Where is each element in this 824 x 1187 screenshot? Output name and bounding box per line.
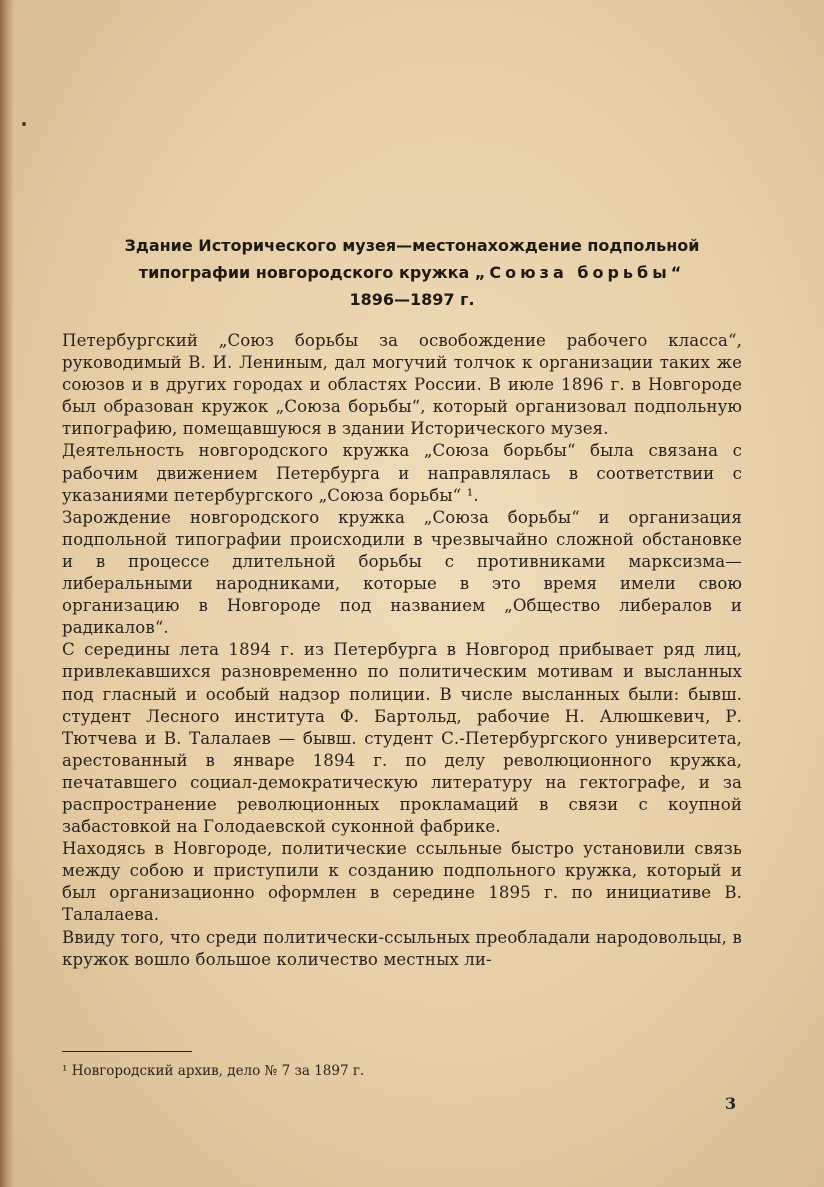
heading-line-2-text: типографии новгородского кружка: [138, 263, 475, 282]
page-left-edge: [0, 0, 14, 1187]
page-number: 3: [725, 1094, 737, 1113]
heading-line-1: Здание Исторического музея—местонахождение подпольной: [124, 236, 700, 255]
page-heading: [50, 232, 774, 313]
paragraph-5: Находясь в Новгороде, политические ссыльные быстро установили связь между собою и приступили к созданию подпольного кружка, который и был организационно оформлен в середине 1895 г. по инициативе В. Талалаева.: [62, 839, 742, 925]
paragraph-1: Петербургский „Союз борьбы за освобождение рабочего класса“, руководимый В. И. Лениным, дал могучий толчок к организации таких же союзов и в других городах и областях России. В июле 1896 г. в Новгороде был образован кружок „Союза борьбы“, который организовал подпольную типографию, помещавшуюся в здании Исторического музея.: [62, 331, 742, 439]
heading-line-2: [50, 259, 774, 286]
footnote: ¹ Новгородский архив, дело № 7 за 1897 г.: [62, 1063, 365, 1079]
paragraph-4: С середины лета 1894 г. из Петербурга в Новгород прибывает ряд лиц, привлекавшихся разновременно по политическим мотивам и высланных под гласный и особый надзор полиции. В числе высланных были: бывш. студент Лесного института Ф. Бартольд, рабочие Н. Алюшкевич, Р. Тютчева и В. Талалаев — бывш. студент С.-Петербургского университета, арестованный в январе 1894 г. по делу революционного кружка, печатавшего социал-демократическую литературу на гектографе, и за распространение революционных прокламаций в связи с коупной забастовкой на Голодаевской суконной фабрике.: [62, 640, 742, 837]
ink-dot: [22, 122, 26, 126]
paragraph-2: Деятельность новгородского кружка „Союза борьбы“ была связана с рабочим движением Петербурга и направлялась в соответствии с указаниями петербургского „Союза борьбы“ ¹.: [62, 441, 742, 505]
body-text: [62, 330, 742, 971]
heading-line-2-spaced: „Союза борьбы“: [474, 263, 686, 282]
paragraph-3: Зарождение новгородского кружка „Союза борьбы“ и организация подпольной типографии происходили в чрезвычайно сложной обстановке и в процессе длительной борьбы с противниками марксизма—либеральными народниками, которые в это время имели свою организацию в Новгороде под названием „Общество либералов и радикалов“.: [62, 507, 742, 638]
heading-line-3: 1896—1897 г.: [349, 290, 475, 309]
footnote-divider: [62, 1051, 192, 1052]
paragraph-6: Ввиду того, что среди политически-ссыльных преобладали народовольцы, в кружок вошло большое количество местных ли-: [62, 927, 742, 969]
